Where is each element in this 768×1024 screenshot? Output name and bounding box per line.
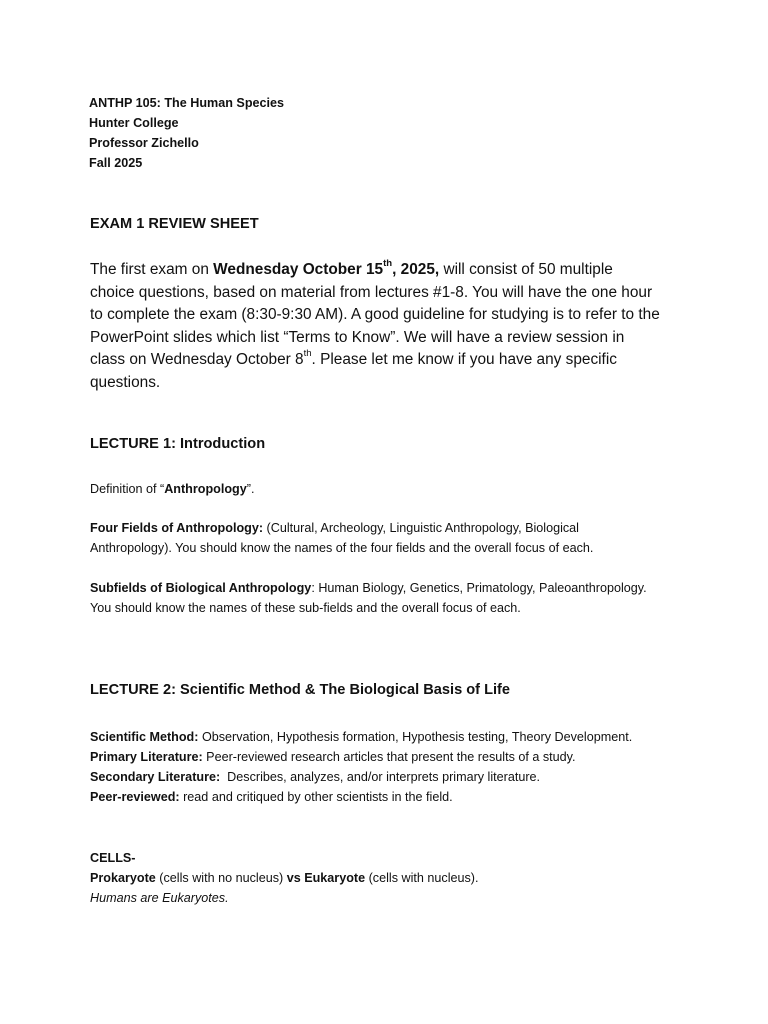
exam-date: Wednesday October 15 (213, 261, 384, 278)
lecture2-definitions (90, 727, 635, 807)
course-header (89, 93, 284, 173)
subfields-label: Subfields of Biological Anthropology (90, 581, 312, 595)
humans-note: Humans are Eukaryotes. (90, 891, 229, 905)
cells-label: CELLS- (90, 851, 136, 865)
four-fields-label: Four Fields of Anthropology: (90, 521, 264, 535)
peer-reviewed-item (90, 787, 635, 807)
eukaryote-text: (cells with nucleus). (365, 871, 479, 885)
secondary-literature-label: Secondary Literature: (90, 770, 221, 784)
professor-name: Professor Zichello (89, 136, 199, 150)
definition-pre: Definition of “ (90, 482, 165, 496)
definition-post: ”. (246, 482, 255, 496)
secondary-literature-text: Describes, analyzes, and/or interprets primary literature. (220, 770, 541, 784)
prokaryote-label: Prokaryote (90, 871, 156, 885)
review-date-suffix: th (303, 347, 312, 359)
course-title: ANTHP 105: The Human Species (89, 96, 285, 110)
subfields-text: : Human Biology, Genetics, Primatology, Paleoanthropology. You should know the names of these sub-fields and the overall focus of each. (90, 581, 647, 615)
primary-literature-item (90, 747, 635, 767)
intro-text-2: will consist of 50 multiple choice questions, based on material from lectures #1-8. You will have the one hour to complete the exam (8:30-9:30 AM). A good guideline for studying is to refer to the PowerPoint slides which list “Terms to Know”. We will have a review session in class on Wednesday October 8 (90, 261, 660, 368)
lecture1-heading: LECTURE 1: Introduction (90, 436, 266, 452)
definition-term: Anthropology (164, 482, 247, 496)
subfields-paragraph (90, 578, 662, 618)
peer-reviewed-label: Peer-reviewed: (90, 790, 180, 804)
four-fields-text: (Cultural, Archeology, Linguistic Anthropology, Biological Anthropology). You should know the names of the four fields and the overall focus of each. (90, 521, 594, 555)
intro-text-3: . Please let me know if you have any specific questions. (90, 351, 617, 391)
intro-text-1: The first exam on (90, 261, 214, 278)
four-fields-paragraph (90, 518, 655, 558)
intro-paragraph (90, 259, 660, 394)
exam-year: , 2025, (392, 261, 440, 278)
secondary-literature-item (90, 767, 635, 787)
eukaryote-label: vs Eukaryote (286, 871, 366, 885)
cell-types-line (90, 868, 670, 888)
page-title: EXAM 1 REVIEW SHEET (90, 216, 259, 232)
cells-section (90, 848, 670, 908)
scientific-method-text: Observation, Hypothesis formation, Hypothesis testing, Theory Development. (198, 730, 633, 744)
scientific-method-item (90, 727, 635, 747)
primary-literature-label: Primary Literature: (90, 750, 203, 764)
prokaryote-text: (cells with no nucleus) (155, 871, 287, 885)
peer-reviewed-text: read and critiqued by other scientists in the field. (179, 790, 453, 804)
term: Fall 2025 (89, 156, 143, 170)
primary-literature-text: Peer-reviewed research articles that present the results of a study. (202, 750, 576, 764)
college-name: Hunter College (89, 116, 179, 130)
lecture2-heading: LECTURE 2: Scientific Method & The Biological Basis of Life (90, 682, 511, 698)
exam-date-suffix: th (383, 257, 393, 269)
scientific-method-label: Scientific Method: (90, 730, 199, 744)
definition-line (90, 479, 254, 499)
